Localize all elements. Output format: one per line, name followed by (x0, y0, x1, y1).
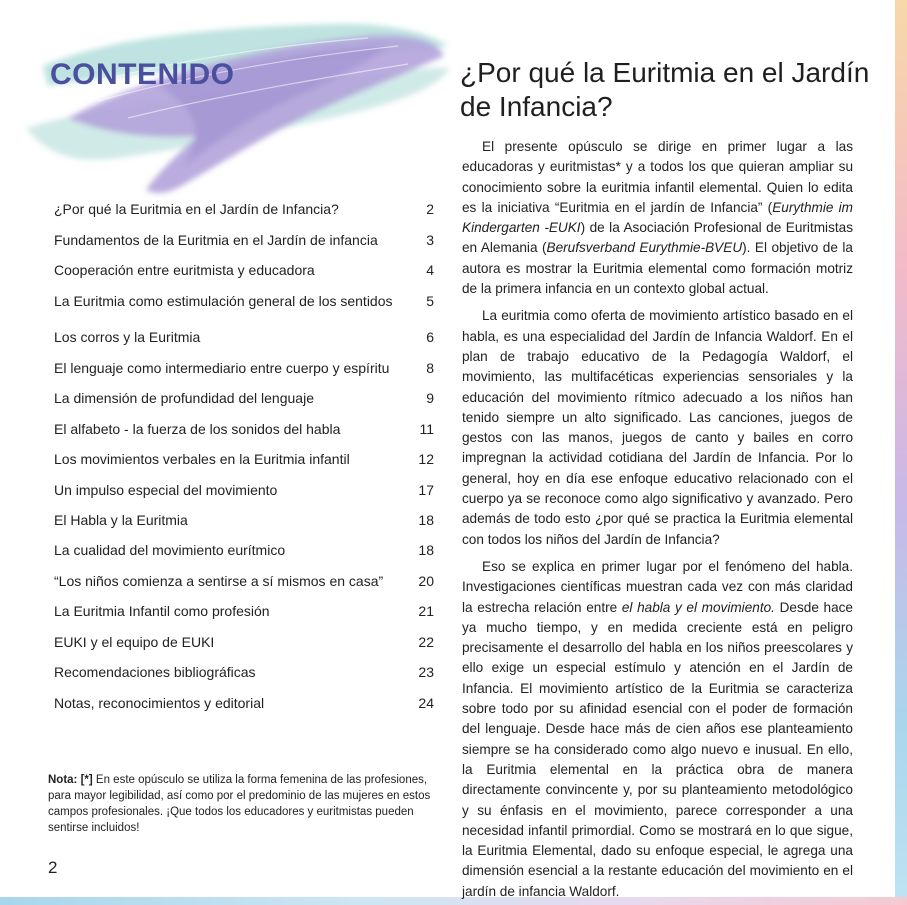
toc-entry-label: Recomendaciones bibliográficas (54, 664, 256, 680)
toc-entry-page: 18 (418, 512, 434, 528)
toc-entry[interactable] (54, 357, 434, 379)
toc-entry-label: La Euritmia como estimulación general de los sentidos (54, 293, 393, 309)
watercolor-brush-decoration (8, 6, 458, 206)
toc-entry-label: ¿Por qué la Euritmia en el Jardín de Infancia? (54, 201, 339, 217)
toc-entry-label: Un impulso especial del movimiento (54, 482, 278, 498)
toc-entry[interactable] (54, 229, 434, 251)
toc-entry-label: Cooperación entre euritmista y educadora (54, 262, 315, 278)
toc-entry[interactable] (54, 661, 434, 683)
toc-entry-page: 12 (418, 451, 434, 467)
article-title: ¿Por qué la Euritmia en el Jardín de Infancia? (460, 57, 870, 122)
toc-entry-label: Notas, reconocimientos y editorial (54, 695, 265, 711)
toc-entry-page: 21 (418, 603, 434, 619)
toc-entry-label: La dimensión de profundidad del lenguaje (54, 390, 314, 406)
toc-entry[interactable] (54, 509, 434, 531)
toc-entry[interactable] (54, 539, 434, 561)
toc-entry[interactable] (54, 448, 434, 470)
toc-title: CONTENIDO (50, 58, 235, 91)
footnote-text: En este opúsculo se utiliza la forma femenina de las profesiones, para mayor legibilidad, así como por el predominio de las mujeres en estos campos profesionales. ¡Que todos los educadores y euritmistas pueden sentirse incluidos! (48, 774, 431, 834)
toc-entry-label: La cualidad del movimiento eurítmico (54, 542, 286, 558)
toc-entry-label: Fundamentos de la Euritmia en el Jardín de infancia (54, 232, 378, 248)
toc-entry-page: 23 (418, 664, 434, 680)
article-body (462, 137, 853, 905)
toc-entry-page: 24 (418, 695, 434, 711)
toc-entry[interactable] (54, 600, 434, 622)
toc-entry-page: 20 (418, 573, 434, 589)
toc-entry[interactable] (54, 259, 434, 281)
toc-entry-label: La Euritmia Infantil como profesión (54, 603, 270, 619)
toc-entry-page: 3 (426, 232, 434, 248)
toc-entry-label: El lenguaje como intermediario entre cuerpo y espíritu (54, 360, 390, 376)
toc-entry-page: 11 (419, 421, 434, 437)
toc-entry-page: 9 (426, 390, 434, 406)
toc-entry-page: 18 (418, 542, 434, 558)
toc-entry-label: El Habla y la Euritmia (54, 512, 188, 528)
toc-entry[interactable] (54, 692, 434, 714)
toc-entry[interactable] (54, 570, 434, 592)
toc-entry[interactable] (54, 479, 434, 501)
toc-entry-page: 5 (426, 293, 434, 309)
paragraph-1: El presente opúsculo se dirige en primer lugar a las educadoras y euritmistas* y a todos los que quieran ampliar su conocimiento sobre la euritmia infantil elemental. Quien lo edita es la iniciativa “Euritmia en el jardín de Infancia” (Eurythmie im Kindergarten -EUKI) de la Asociación Profesional de Euritmistas en Alemania (Berufsverband Eurythmie-BVEU). El objetivo de la autora es mostrar la Euritmia elemental como formación motriz de la primera infancia en un contexto global actual. (462, 139, 854, 297)
toc-entry-page: 17 (418, 482, 434, 498)
toc-entry[interactable] (54, 198, 434, 220)
toc-entry[interactable] (54, 387, 434, 409)
paragraph-2: La euritmia como oferta de movimiento artístico basado en el habla, es una especialidad del Jardín de Infancia Waldorf. En el plan de trabajo educativo de la Pedagogía Waldorf, el movimiento, las multifacéticas experiencias sensoriales y la educación del movimiento rítmico adecuado a los niños han tenido siempre un alto significado. Las canciones, juegos de gestos con las manos, juegos de canto y bailes en corro impregnan la actividad cotidiana del Jardín de Infancia. Por lo general, hoy en día ese enfoque educativo relacionado con el cuerpo ya se reconoce como algo significativo y avanzado. Pero además de todo esto ¿por qué se practica la Euritmia elemental con todos los niños del Jardín de Infancia? (462, 308, 853, 547)
toc-entry[interactable] (54, 290, 434, 312)
toc-entry-label: “Los niños comienza a sentirse a sí mismos en casa” (54, 573, 384, 589)
toc-entry-page: 8 (426, 360, 434, 376)
toc-entry-page: 22 (418, 634, 434, 650)
toc-entry-label: El alfabeto - la fuerza de los sonidos del habla (54, 421, 341, 437)
toc-entry[interactable] (54, 418, 434, 440)
page-number: 2 (48, 858, 58, 877)
toc-entry[interactable] (54, 631, 434, 653)
footnote (48, 772, 440, 836)
toc-entry-page: 2 (426, 201, 434, 217)
watercolor-edge-right (895, 0, 907, 905)
toc-entry-label: Los movimientos verbales en la Euritmia infantil (54, 451, 350, 467)
toc-entry-page: 4 (426, 262, 434, 278)
toc-entry-label: EUKI y el equipo de EUKI (54, 634, 215, 650)
footnote-label: Nota: [*] (48, 774, 93, 786)
toc-entry[interactable] (54, 326, 434, 348)
toc-entry-page: 6 (426, 329, 434, 345)
paragraph-3: Eso se explica en primer lugar por el fenómeno del habla. Investigaciones científicas muestran cada vez con más claridad la estrecha relación entre el habla y el movimiento. Desde hace ya mucho tiempo, y en medida creciente está en peligro precisamente el desarrollo del habla en los niños preescolares y ello exige un especial estímulo y atención en el Jardín de Infancia. El movimiento artístico de la Euritmia se caracteriza sobre todo por su afinidad esencial con el poder de formación del lenguaje. Desde hace más de cien años ese planteamiento siempre se ha considerado como algo nuevo e inusual. En ello, la Euritmia elemental en la práctica obra de manera directamente convincente y, por su planteamiento metodológico y su énfasis en el movimiento, parece corresponder a una necesidad infantil primordial. Como se mostrará en lo que sigue, la Euritmia Elemental, dado su enfoque especial, le agrega una dimensión esencial a la restante educación del movimiento en el jardín de infancia Waldorf. (462, 558, 853, 899)
toc-entry-label: Los corros y la Euritmia (54, 329, 201, 345)
